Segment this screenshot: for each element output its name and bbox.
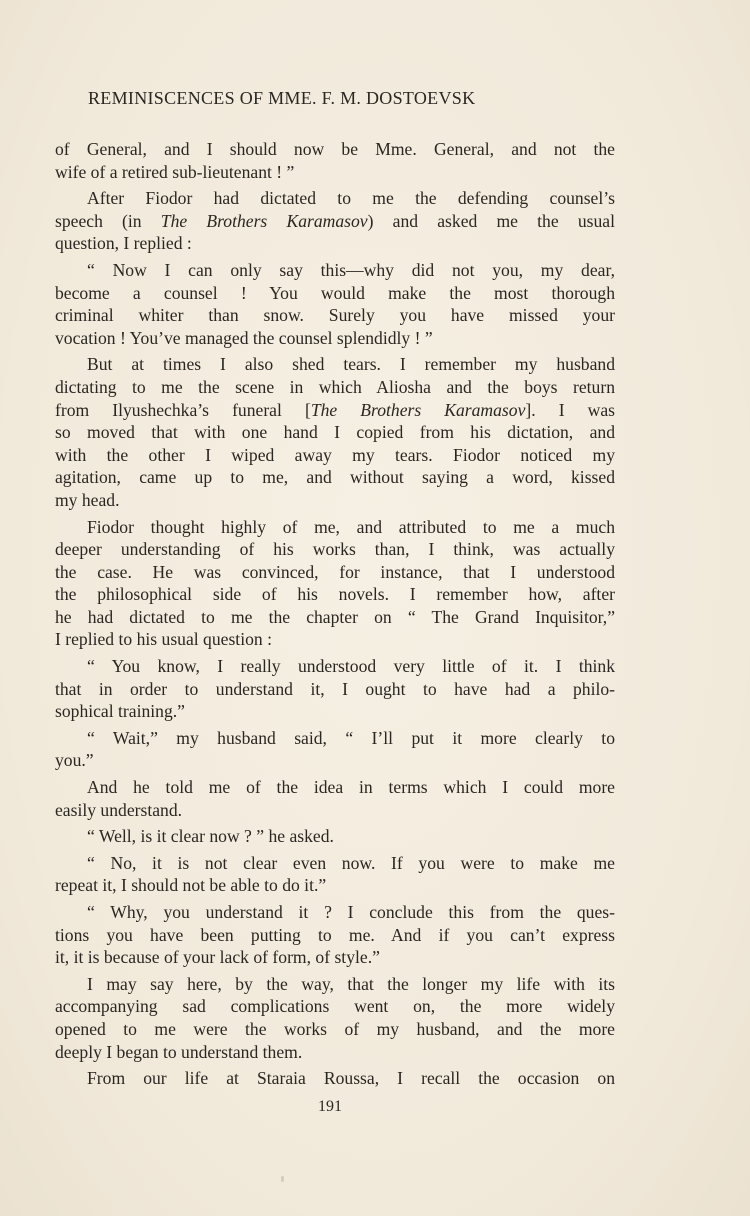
text-line: of General, and I should now be Mme. General, and not the	[55, 139, 615, 159]
text-line: opened to me were the works of my husband, and the more	[55, 1018, 615, 1039]
paragraph	[55, 852, 615, 897]
paragraph	[55, 655, 615, 723]
text-line: the case. He was convinced, for instance, that I understood	[55, 561, 615, 582]
text-line: with the other I wiped away my tears. Fiodor noticed my	[55, 444, 615, 465]
text-line: agitation, came up to me, and without saying a word, kissed	[55, 467, 615, 488]
text-line: I replied to his usual question :	[55, 629, 272, 650]
text-line: “ You know, I really understood very little of it. I think	[87, 656, 615, 677]
text-line: criminal whiter than snow. Surely you have missed your	[55, 305, 615, 326]
text-line: from Ilyushechka’s funeral [The Brothers Karamasov]. I was	[55, 399, 615, 420]
italic-title: The Brothers Karamasov	[310, 399, 526, 420]
text-line: But at times I also shed tears. I remember my husband	[87, 354, 615, 375]
paragraph	[55, 901, 615, 969]
text-line: speech (in The Brothers Karamasov) and asked me the usual	[55, 210, 615, 231]
text-line: tions you have been putting to me. And if you can’t express	[55, 924, 615, 945]
paragraph	[55, 1067, 615, 1090]
text-line: so moved that with one hand I copied from his dictation, and	[55, 422, 615, 443]
text-line: it, it is because of your lack of form, of style.”	[55, 947, 380, 968]
text-line: And he told me of the idea in terms which I could more	[87, 777, 615, 798]
text-line: “ Now I can only say this—why did not you, my dear,	[87, 259, 615, 280]
text-line: deeply I began to understand them.	[55, 1041, 303, 1062]
italic-title: The Brothers Karamasov	[160, 210, 368, 231]
text-line: “ Why, you understand it ? I conclude this from the ques-	[87, 902, 615, 922]
text-line: vocation ! You’ve managed the counsel splendidly ! ”	[55, 327, 433, 348]
body-text	[55, 138, 615, 1090]
text-line: accompanying sad complications went on, the more widely	[55, 996, 615, 1017]
text-line: question, I replied :	[55, 233, 192, 254]
paragraph	[55, 973, 615, 1063]
paragraph	[55, 138, 615, 183]
paragraph	[55, 776, 615, 821]
text-line: sophical training.”	[55, 701, 185, 722]
text-line: Fiodor thought highly of me, and attributed to me a much	[87, 516, 615, 537]
text-line: easily understand.	[55, 799, 183, 820]
text-line: that in order to understand it, I ought to have had a philo-	[55, 678, 615, 699]
text-line: “ Wait,” my husband said, “ I’ll put it more clearly to	[87, 727, 615, 748]
text-line: you.”	[55, 750, 94, 771]
text-line: After Fiodor had dictated to me the defending counsel’s	[87, 188, 615, 209]
text-line: deeper understanding of his works than, I think, was actually	[55, 539, 615, 560]
text-line: “ Well, is it clear now ? ” he asked.	[87, 826, 334, 847]
text-line: wife of a retired sub-lieutenant ! ”	[55, 161, 295, 182]
running-header: REMINISCENCES OF MME. F. M. DOSTOEVSK	[88, 88, 476, 108]
paragraph	[55, 516, 615, 652]
paper-speck	[281, 1176, 284, 1182]
page-number: 191	[318, 1098, 342, 1115]
text-line: become a counsel ! You would make the most thorough	[55, 282, 615, 303]
text-line: From our life at Staraia Roussa, I recall the occasion on	[87, 1068, 615, 1089]
paragraph	[55, 187, 615, 255]
paragraph	[55, 727, 615, 772]
text-line: I may say here, by the way, that the longer my life with its	[87, 973, 615, 994]
paragraph	[55, 825, 615, 848]
text-line: he had dictated to me the chapter on “ The Grand Inquisitor,”	[55, 606, 615, 627]
text-line: dictating to me the scene in which Aliosha and the boys return	[55, 376, 615, 397]
text-line: my head.	[55, 489, 120, 510]
text-line: repeat it, I should not be able to do it.”	[55, 875, 327, 896]
paragraph	[55, 353, 615, 511]
text-line: the philosophical side of his novels. I remember how, after	[55, 584, 615, 605]
paragraph	[55, 259, 615, 349]
text-line: “ No, it is not clear even now. If you were to make me	[87, 852, 615, 873]
